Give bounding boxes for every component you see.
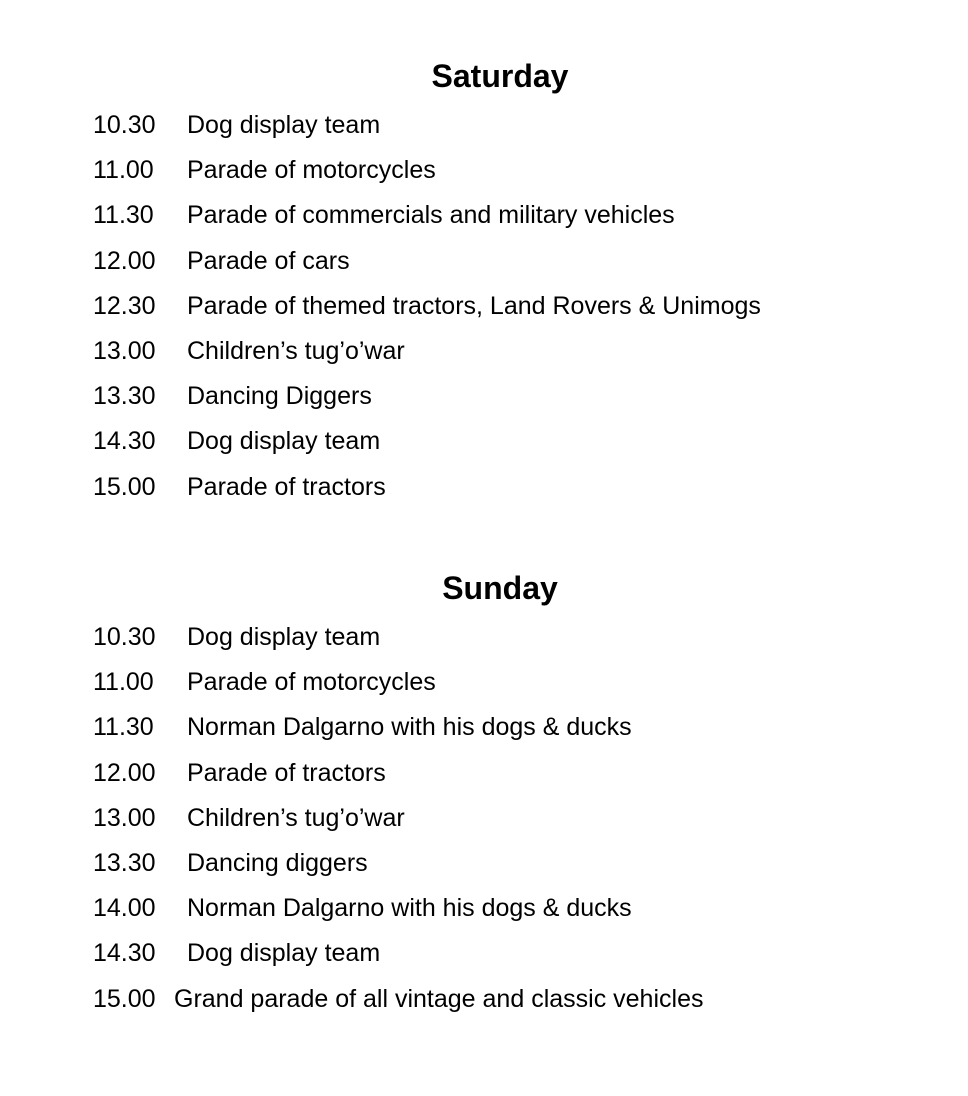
- event-time: 12.00: [93, 758, 156, 787]
- event-description: Parade of tractors: [187, 758, 386, 787]
- event-description: Parade of tractors: [187, 472, 386, 501]
- event-time: 12.00: [93, 246, 156, 275]
- schedule-row: [93, 660, 953, 705]
- event-time: 10.30: [93, 111, 156, 140]
- schedule-row: [93, 329, 953, 374]
- event-time: 15.00: [93, 984, 156, 1013]
- schedule-row: [93, 239, 953, 284]
- schedule-row: [93, 931, 953, 976]
- schedule-row: [93, 374, 953, 419]
- event-description: Dancing diggers: [187, 849, 368, 878]
- event-description: Parade of motorcycles: [187, 156, 436, 185]
- event-time: 11.00: [93, 668, 154, 697]
- schedule-row: [93, 977, 953, 1022]
- event-time: 11.30: [93, 201, 154, 230]
- event-description: Dancing Diggers: [187, 382, 372, 411]
- event-description: Norman Dalgarno with his dogs & ducks: [187, 894, 632, 923]
- schedule-row: [93, 419, 953, 464]
- schedule-row: [93, 705, 953, 750]
- event-time: 12.30: [93, 291, 156, 320]
- schedule-row: [93, 148, 953, 193]
- event-time: 14.00: [93, 894, 156, 923]
- event-time: 13.30: [93, 382, 156, 411]
- schedule-row: [93, 796, 953, 841]
- schedule-row: [93, 751, 953, 796]
- event-description: Norman Dalgarno with his dogs & ducks: [187, 713, 632, 742]
- event-time: 14.30: [93, 427, 156, 456]
- event-time: 11.00: [93, 156, 154, 185]
- event-description: Dog display team: [187, 427, 381, 456]
- event-time: 11.30: [93, 713, 154, 742]
- schedule-row: [93, 103, 953, 148]
- schedule-row: [93, 886, 953, 931]
- event-description: Children’s tug’o’war: [187, 337, 405, 366]
- event-description: Parade of motorcycles: [187, 668, 436, 697]
- event-time: 13.00: [93, 337, 156, 366]
- schedule-row: [93, 841, 953, 886]
- saturday-schedule: [93, 103, 953, 510]
- event-description: Parade of cars: [187, 246, 350, 275]
- event-description: Dog display team: [187, 623, 381, 652]
- event-time: 13.00: [93, 803, 156, 832]
- schedule-row: [93, 465, 953, 510]
- event-description: Dog display team: [187, 111, 381, 140]
- event-time: 14.30: [93, 939, 156, 968]
- schedule-row: [93, 284, 953, 329]
- event-time: 13.30: [93, 849, 156, 878]
- schedule-row: [93, 615, 953, 660]
- saturday-heading: Saturday: [431, 58, 569, 94]
- sunday-heading: Sunday: [442, 570, 558, 606]
- event-description: Grand parade of all vintage and classic vehicles: [174, 984, 704, 1013]
- event-description: Parade of themed tractors, Land Rovers & Unimogs: [187, 291, 761, 320]
- event-time: 10.30: [93, 623, 156, 652]
- event-description: Parade of commercials and military vehicles: [187, 201, 675, 230]
- event-description: Children’s tug’o’war: [187, 803, 405, 832]
- schedule-row: [93, 193, 953, 238]
- sunday-schedule: [93, 615, 953, 1022]
- event-description: Dog display team: [187, 939, 381, 968]
- event-time: 15.00: [93, 472, 156, 501]
